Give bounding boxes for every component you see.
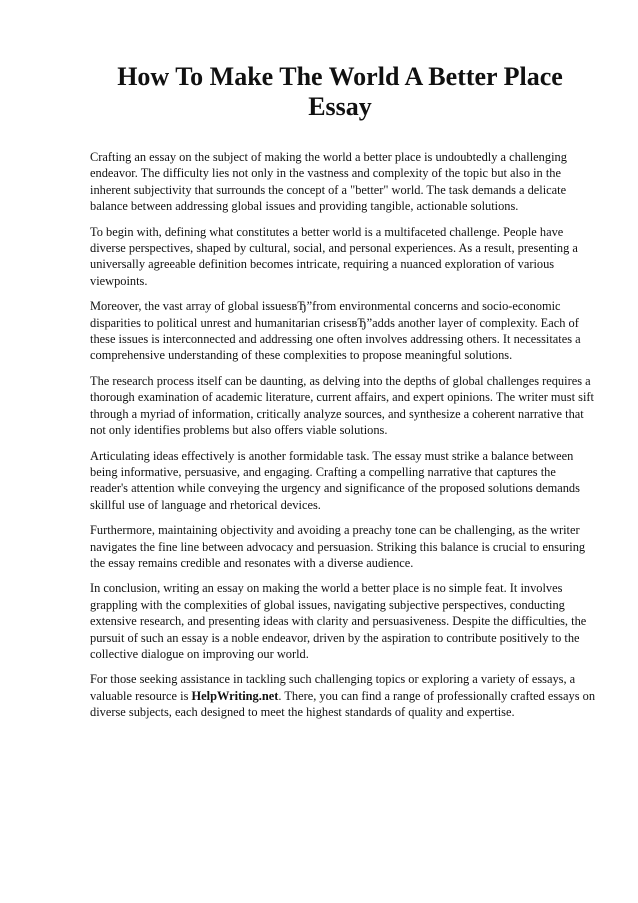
page-title: How To Make The World A Better Place Essay	[117, 62, 563, 121]
closing-text-before: For those seeking assistance in tackling such challenging topics or exploring a variety of essays, a valuable resource is	[90, 672, 576, 703]
essay-body	[90, 149, 596, 730]
closing-text-after: . There, you can find a range of professionally crafted essays on diverse subjects, each designed to meet the highest standards of quality and expertise.	[90, 688, 596, 720]
paragraph-definition: To begin with, defining what constitutes a better world is a multifaceted challenge. People have diverse perspectives, shaped by cultural, social, and personal experiences. As a result, presenting a universally agreeable definition becomes intricate, requiring a nuanced exploration of various viewpoints.	[90, 224, 578, 288]
paragraph-closing	[90, 671, 596, 720]
paragraph-conclusion: In conclusion, writing an essay on making the world a better place is no simple feat. It involves grappling with the complexities of global issues, navigating subjective perspectives, conducting extensive research, and presenting ideas with clarity and persuasiveness. Despite the difficulties, the pursuit of such an essay is a noble endeavor, driven by the aspiration to contribute positively to the collective dialogue on improving our world.	[90, 581, 587, 661]
paragraph-global-issues: Moreover, the vast array of global issuesвЂ”from environmental concerns and socio-economic disparities to political unrest and humanitarian crisesвЂ”adds another layer of complexity. Each of these issues is interconnected and addressing one often involves addressing others. It necessitates a comprehensive understanding of these complexities to propose meaningful solutions.	[90, 299, 581, 363]
paragraph-objectivity: Furthermore, maintaining objectivity and avoiding a preachy tone can be challenging, as the writer navigates the fine line between advocacy and persuasion. Striking this balance is crucial to ensuring the essay remains credible and resonates with a diverse audience.	[90, 523, 586, 570]
paragraph-research: The research process itself can be daunting, as delving into the depths of global challenges requires a thorough examination of academic literature, current affairs, and expert opinions. The writer must sift through a myriad of information, critically analyze sources, and synthesize a coherent narrative that not only identifies problems but also offers viable solutions.	[90, 373, 594, 438]
paragraph-intro: Crafting an essay on the subject of making the world a better place is undoubtedly a challenging endeavor. The difficulty lies not only in the vastness and complexity of the topic but also in the inherent subjectivity that surrounds the concept of a "better" world. The task demands a delicate balance between addressing global issues and providing tangible, actionable solutions.	[90, 150, 567, 214]
paragraph-articulating: Articulating ideas effectively is another formidable task. The essay must strike a balance between being informative, persuasive, and engaging. Crafting a compelling narrative that captures the reader's attention while conveying the urgency and significance of the proposed solutions demands skillful use of language and rhetorical devices.	[90, 448, 580, 512]
helpwriting-link[interactable]: HelpWriting.net	[191, 688, 279, 703]
